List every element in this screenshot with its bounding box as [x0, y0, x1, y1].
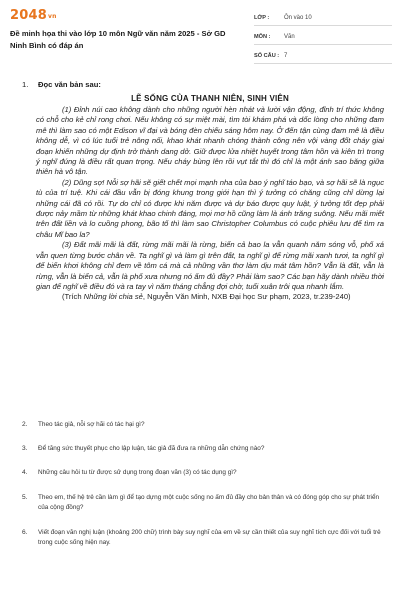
- page-header: [0, 0, 400, 62]
- meta-label: MÔN :: [254, 33, 271, 40]
- question-text: Theo em, thế hệ trẻ cần làm gì để tạo dựng một cuộc sống no ấm đủ đầy cho bản thân và có đóng góp cho sự phát triển của cộng đồng?: [38, 494, 380, 511]
- question-text: Để tăng sức thuyết phục cho lập luận, tác giả đã đưa ra những dẫn chứng nào?: [38, 445, 265, 452]
- question-4: [22, 468, 384, 478]
- question-number: 1.: [22, 80, 29, 89]
- passage-title: LẼ SỐNG CỦA THANH NIÊN, SINH VIÊN: [131, 94, 289, 103]
- passage-paragraph-2: (2) Dũng sợ! Nỗi sợ hãi sẽ giết chết mọi mạnh nha của bao ý nghĩ táo bạo, và sợ hãi sẽ là ngục tù của trí tuệ. Khi cái đầu vẫn bị đóng khung trong giới hạn thì ý tưởng có chăng cũng chỉ dừng lại những cái đã có rồi. Tự do chỉ có được khi năm được và dự báo được quy luật, ý tưởng tốt đẹp phải được nảy mầm từ những khát khao chinh đáng, mọi mơ hồ cũng làm là ánh trăng suông. Nếu mãi miết trên đất liền và lo cuồng phong, bão tố thì làm sao Christopher Columbus có cuộc phiêu lưu để tìm ra châu Mĩ bao la?: [36, 177, 384, 239]
- exam-title: Đề minh họa thi vào lớp 10 môn Ngữ văn năm 2025 - Sở GD Ninh Bình có đáp án: [10, 29, 226, 50]
- question-number: 2.: [22, 421, 28, 428]
- meta-label: LỚP :: [254, 14, 270, 21]
- reading-instruction: Đọc văn bản sau:: [38, 80, 101, 89]
- meta-value: Văn: [284, 33, 295, 40]
- question-5: [22, 493, 384, 513]
- question-number: 3.: [22, 445, 28, 452]
- question-3: [22, 444, 384, 454]
- question-text: Những câu hỏi tu từ được sử dụng trong đoạn văn (3) có tác dụng gì?: [38, 469, 237, 476]
- site-logo[interactable]: 2048vn: [10, 8, 57, 23]
- question-text: Viết đoạn văn nghị luận (khoảng 200 chữ) trình bày suy nghĩ của em về sự cần thiết của suy nghĩ tích cực đối với tuổi trẻ trong cuộc sống hiện nay.: [38, 529, 381, 546]
- meta-value: Ôn vào 10: [284, 14, 312, 21]
- meta-row-class: [254, 10, 392, 26]
- passage-source: (Trích Những lời chia sẻ, Nguyễn Văn Minh, NXB Đại học Sư phạm, 2023, tr.239-240): [62, 292, 351, 302]
- question-number: 6.: [22, 529, 28, 536]
- question-number: 5.: [22, 494, 28, 501]
- meta-value: 7: [284, 52, 288, 59]
- question-text: Theo tác giả, nỗi sợ hãi có tác hại gì?: [38, 421, 145, 428]
- passage-paragraph-1: (1) Đỉnh núi cao không dành cho những người hèn nhát và lười vận động, đỉnh trí thức không có chỗ cho kẻ chỉ rong chơi. Nếu không có sự miệt mài, tìm tòi khám phá và dốc lòng cho những đam mê thì làm sao có một Edison vĩ đại và bóng đèn chiếu sáng hôm nay. Ở đến tận cùng đam mê là điều không dễ, vì có lúc tuổi trẻ nông nổi, khao khát nhanh chóng thành công nên vội vàng đốt cháy giai đoạn khiến những dự định trở thành dang dở. Giữ được lửa nhiệt huyết trong tâm hồn và kiên trì trong ý nghĩ đúng là điều rất quan trọng. Nếu cháy bùng lên rồi vụt tắt thì đó chỉ là một ánh sao băng giữa thiên hà vô tận.: [36, 105, 384, 177]
- meta-label: SỐ CÂU :: [254, 52, 280, 59]
- meta-row-question-count: [254, 48, 392, 64]
- exam-meta: [254, 10, 392, 67]
- question-6: [22, 528, 384, 548]
- passage-paragraph-3: (3) Đất mãi mãi là đất, rừng mãi mãi là rừng, biển cả bao la vẫn quanh năm sóng vỗ, phố xá vẫn quen từng bước chân về. Ta nghĩ gì và làm gì trên đất, ta nghĩ gì để rừng mãi xanh tươi, ta nghĩ gì để biển khơi không chỉ đem về tôm cá mà cả những vần thơ làm dịu mát tâm hồn? Vẫn là đất, vẫn là rừng, vẫn là biển cả, vẫn là phố xưa nhưng nó ấm đủ đầy? Phải làm sao? Các bạn hãy dành nhiều thời gian để nghĩ về điều đó và ra tay vì năm tháng chẳng đợi chờ, tuổi xuân trôi qua nhanh lắm.: [36, 240, 384, 291]
- question-2: [22, 420, 384, 430]
- reading-section: [22, 80, 384, 303]
- question-1: [22, 80, 384, 90]
- question-number: 4.: [22, 469, 28, 476]
- meta-row-subject: [254, 29, 392, 45]
